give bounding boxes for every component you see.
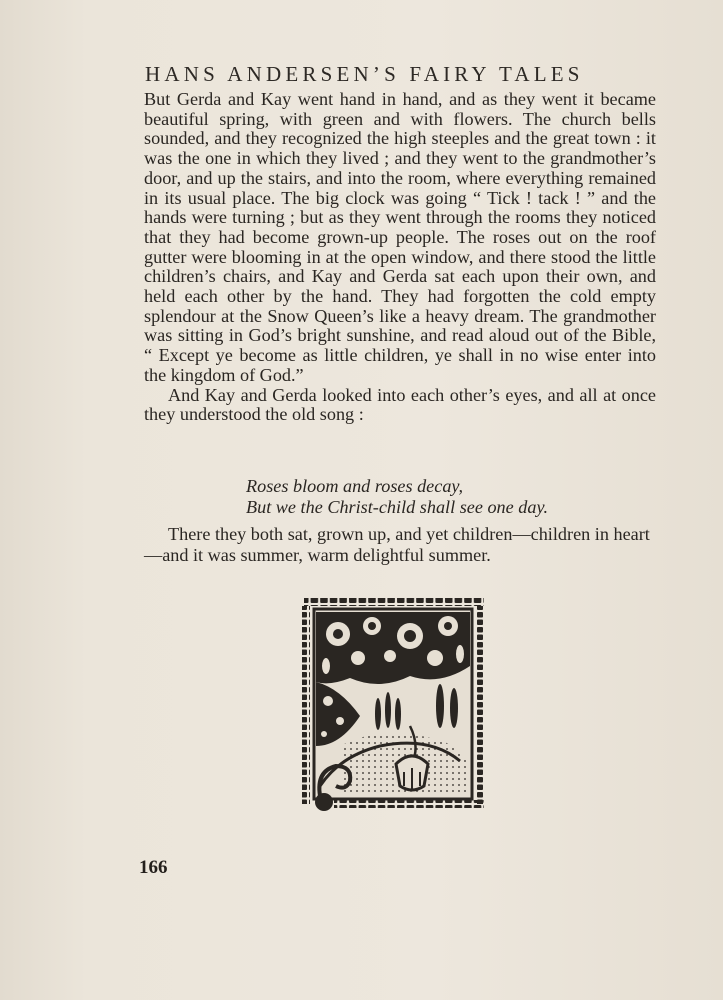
verse-line: Roses bloom and roses decay, [246,476,464,496]
verse-line: But we the Christ-child shall see one day. [246,497,549,517]
paragraph: But Gerda and Kay went hand in hand, and as they went it became beautiful spring, with green and with flowers. The church bells sounded, and they recognized the high steeples and the great town : it was the one in which they lived ; and they went to the grandmother’s door, and up the stairs, and into the room, where everything remained in its usual place. The big clock was going “ Tick ! tack ! ” and the hands were turning ; but as they went through the rooms they noticed that they had become grown-up people. The roses out on the roof gutter were blooming in at the open window, and there stood the little children’s chairs, and Kay and Gerda sat each upon their own, and held each other by the hand. They had forgotten the cold empty splendour at the Snow Queen’s like a heavy dream. The grandmother was sitting in God’s bright sunshine, and read aloud out of the Bible, “ Except ye become as little children, ye shall in no wise enter into the kingdom of God.” [144,89,656,385]
paragraph: There they both sat, grown up, and yet children—children in heart—and it was summer, warm delightful summer. [144,524,650,565]
paragraph: And Kay and Gerda looked into each other’s eyes, and all at once they understood the old song : [144,384,656,425]
running-head: HANS ANDERSEN’S FAIRY TALES [145,62,584,86]
page-number: 166 [139,857,168,878]
floral-woodcut-vignette [300,596,486,818]
closing-paragraph [144,524,656,566]
body-text [144,90,656,425]
verse [246,476,548,518]
